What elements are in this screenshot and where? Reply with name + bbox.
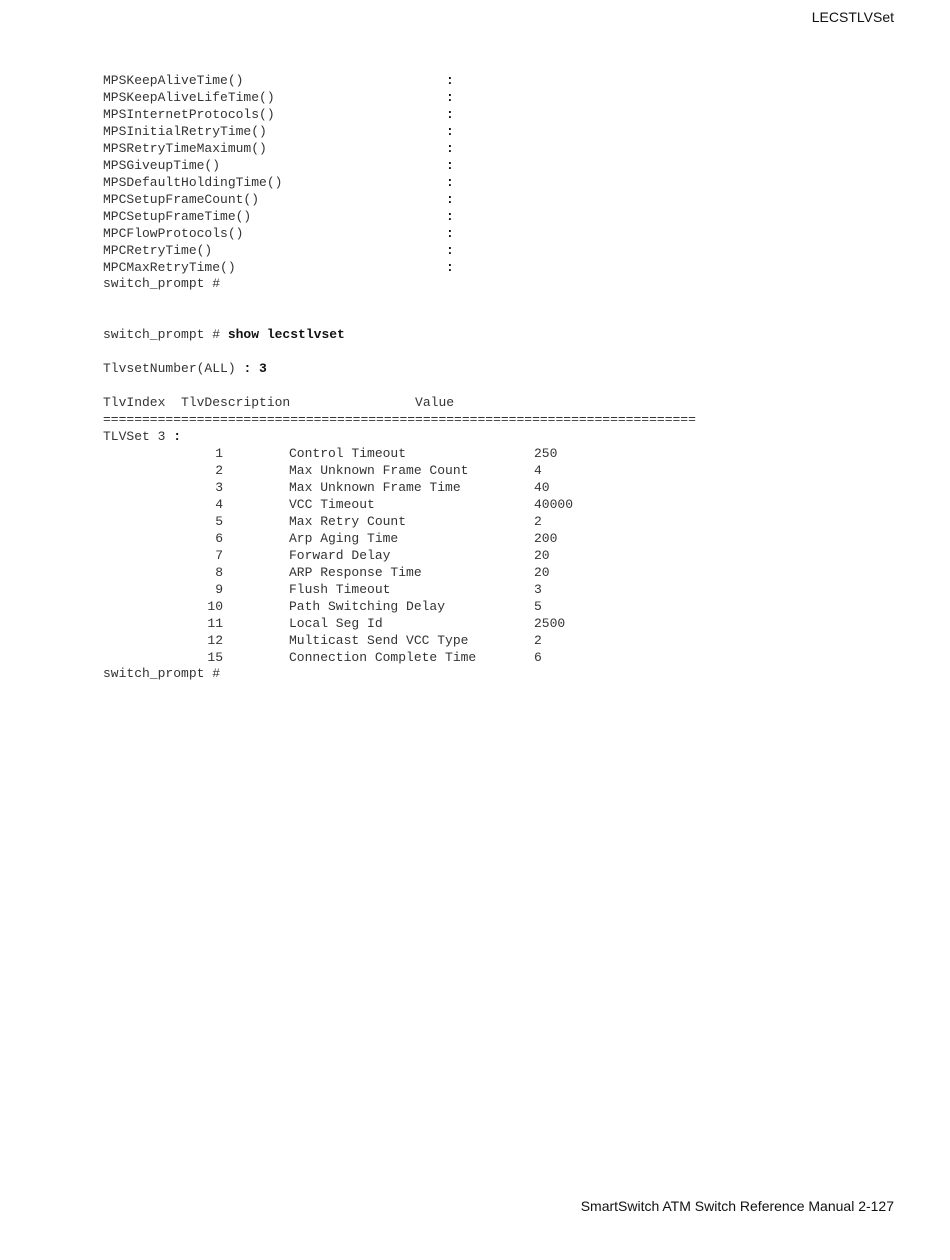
parameter-colon: : [446,141,454,156]
table-header: TlvIndex TlvDescription Value [103,395,455,410]
page-header-title: LECSTLVSet [811,9,894,25]
tlv-value: 2 [534,514,542,529]
tlv-value: 250 [534,446,558,461]
parameter-name: MPCMaxRetryTime() [103,260,236,275]
parameter-colon: : [446,226,454,241]
tlv-description: Flush Timeout [289,582,391,597]
parameter-line [103,225,454,242]
tlv-index: 12 [207,633,223,648]
parameter-line [103,106,454,123]
parameter-line [103,191,454,208]
parameter-name: MPSRetryTimeMaximum() [103,141,267,156]
tlv-index: 15 [207,650,223,665]
parameter-name: MPSGiveupTime() [103,158,221,173]
tlv-description: VCC Timeout [289,497,375,512]
command-prompt: switch_prompt # [103,327,228,342]
tlv-index: 8 [215,565,223,580]
tlvset-label-text: TLVSet 3 [103,429,174,444]
parameter-line [103,157,454,174]
parameter-line [103,89,454,106]
tlv-description: Connection Complete Time [289,650,477,665]
parameter-name: MPCSetupFrameTime() [103,209,252,224]
tlv-description: Control Timeout [289,446,407,461]
parameter-line [103,208,454,225]
parameter-line [103,259,454,276]
tlv-description: Multicast Send VCC Type [289,633,469,648]
parameter-colon: : [446,260,454,275]
tlv-value: 2500 [534,616,566,631]
tlv-value: 20 [534,565,550,580]
parameter-colon: : [446,209,454,224]
tlv-value: 5 [534,599,542,614]
parameter-name: MPCFlowProtocols() [103,226,244,241]
tlv-description: Path Switching Delay [289,599,446,614]
table-row [103,513,703,530]
table-row [103,462,703,479]
parameter-name: MPSKeepAliveTime() [103,73,244,88]
table-row [103,598,703,615]
table-row [103,479,703,496]
table-row [103,649,703,666]
table-row [103,632,703,649]
tlv-index: 9 [215,582,223,597]
parameter-colon: : [446,90,454,105]
table-row [103,581,703,598]
parameter-colon: : [446,158,454,173]
tlvset-number-line [103,360,267,377]
tlvset-number-label: TlvsetNumber(ALL) [103,361,244,376]
tlv-index: 4 [215,497,223,512]
tlv-index: 11 [207,616,223,631]
tlv-value: 40 [534,480,550,495]
tlv-index: 6 [215,531,223,546]
command-text: show lecstlvset [227,327,345,342]
parameter-line [103,72,454,89]
tlv-value: 200 [534,531,558,546]
parameter-name: MPSInitialRetryTime() [103,124,267,139]
tlv-description: Local Seg Id [289,616,383,631]
tlvset-number-value: 3 [259,361,267,376]
command-line [103,326,345,343]
table-row [103,530,703,547]
parameter-name: MPSDefaultHoldingTime() [103,175,283,190]
tlv-value: 2 [534,633,542,648]
tlv-index: 2 [215,463,223,478]
tlv-value: 20 [534,548,550,563]
parameter-colon: : [446,243,454,258]
tlv-value: 40000 [534,497,574,512]
tlv-value: 4 [534,463,542,478]
tlv-index: 1 [215,446,223,461]
table-row [103,564,703,581]
tlvset-label-colon: : [173,429,182,444]
tlv-value: 3 [534,582,542,597]
table-row [103,547,703,564]
table-row [103,445,703,462]
parameter-line [103,174,454,191]
tlv-description: Max Unknown Frame Time [289,480,461,495]
parameter-name: MPSInternetProtocols() [103,107,275,122]
parameter-name: MPSKeepAliveLifeTime() [103,90,275,105]
tlv-index: 10 [207,599,223,614]
table-row [103,496,703,513]
table-separator: ============================================================================ [103,412,696,427]
tlvset-label [103,428,181,445]
tlv-description: Forward Delay [289,548,391,563]
tlv-index: 7 [215,548,223,563]
tlv-description: ARP Response Time [289,565,422,580]
parameter-colon: : [446,124,454,139]
parameter-colon: : [446,73,454,88]
parameter-line [103,140,454,157]
switch-prompt: switch_prompt # [103,276,221,291]
tlv-description: Arp Aging Time [289,531,399,546]
page-footer: SmartSwitch ATM Switch Reference Manual 2-127 [580,1198,894,1214]
switch-prompt-end: switch_prompt # [103,666,221,681]
tlv-description: Max Retry Count [289,514,407,529]
parameter-colon: : [446,107,454,122]
parameter-line [103,123,454,140]
parameter-line [103,242,454,259]
tlvset-number-colon: : [243,361,260,376]
tlv-value: 6 [534,650,542,665]
parameter-name: MPCRetryTime() [103,243,213,258]
table-row [103,615,703,632]
tlv-index: 3 [215,480,223,495]
parameter-name: MPCSetupFrameCount() [103,192,260,207]
parameter-colon: : [446,175,454,190]
tlv-index: 5 [215,514,223,529]
parameter-colon: : [446,192,454,207]
tlv-description: Max Unknown Frame Count [289,463,469,478]
